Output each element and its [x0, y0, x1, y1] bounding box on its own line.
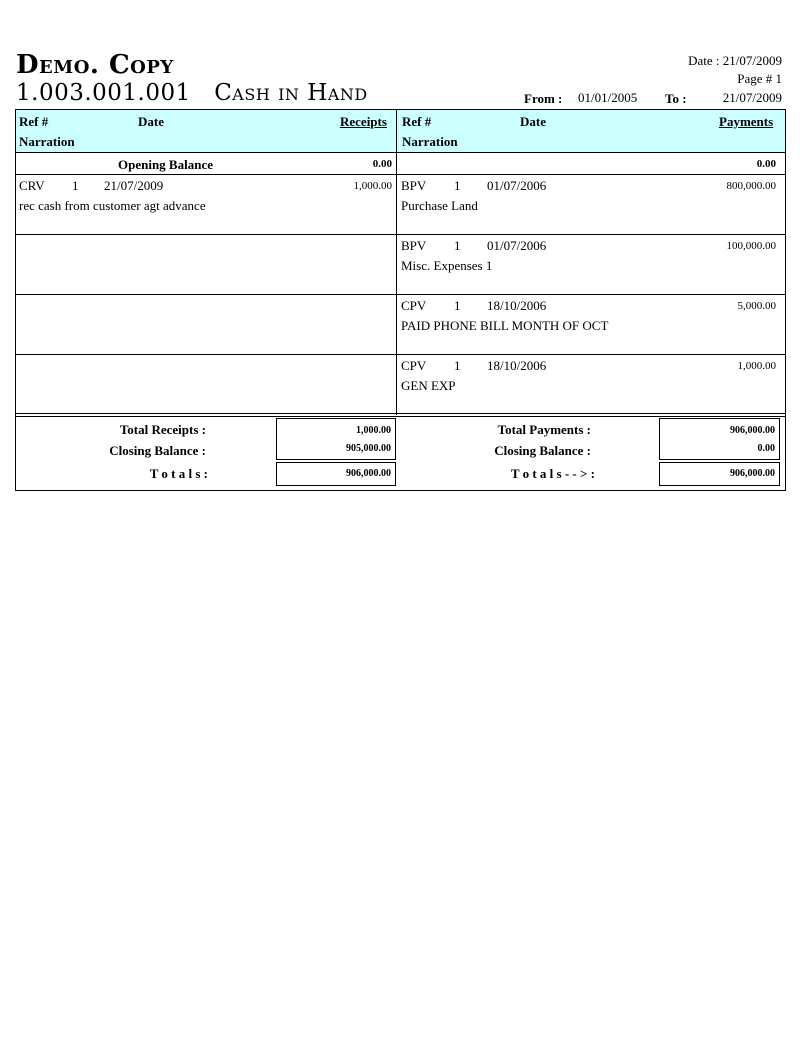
opening-balance-label: Opening Balance — [118, 157, 213, 172]
receipt-narration: rec cash from customer agt advance — [19, 198, 206, 213]
col-date-receipts: Date — [138, 114, 164, 129]
payment-date: 18/10/2006 — [487, 298, 547, 313]
payment-date: 01/07/2006 — [487, 178, 547, 193]
payment-date: 01/07/2006 — [487, 238, 547, 253]
payment-type: CPV — [401, 358, 427, 373]
opening-balance-payments: 0.00 — [756, 158, 776, 170]
receipt-date: 21/07/2009 — [104, 178, 164, 193]
col-ref-payments: Ref # — [402, 114, 432, 129]
payment-type: BPV — [401, 238, 427, 253]
totals-right-box — [659, 462, 780, 486]
totals-left-box — [276, 462, 396, 486]
totals-right-value: 906,000.00 — [730, 468, 775, 479]
opening-balance-receipts: 0.00 — [372, 158, 392, 170]
payment-amount: 800,000.00 — [726, 180, 776, 192]
payment-number: 1 — [454, 298, 461, 313]
total-payments-value: 906,000.00 — [730, 425, 775, 436]
receipt-type: CRV — [19, 178, 45, 193]
payment-date: 18/10/2006 — [487, 358, 547, 373]
receipt-amount: 1,000.00 — [353, 180, 392, 192]
col-date-payments: Date — [520, 114, 546, 129]
total-payments-label: Total Payments : — [497, 422, 591, 437]
col-narration-payments: Narration — [402, 134, 458, 149]
payment-type: CPV — [401, 298, 427, 313]
payment-amount: 5,000.00 — [737, 300, 776, 312]
payment-narration: PAID PHONE BILL MONTH OF OCT — [401, 318, 609, 333]
payment-type: BPV — [401, 178, 427, 193]
date-value: 21/07/2009 — [722, 53, 782, 68]
receipts-summary-box — [276, 418, 396, 460]
payment-narration: Misc. Expenses 1 — [401, 258, 493, 273]
account-title: 1.003.001.001 Cash in Hand — [16, 80, 368, 106]
column-header-band — [16, 110, 785, 152]
company-name: Demo. Copy — [16, 50, 174, 80]
col-receipts: Receipts — [340, 114, 387, 129]
col-payments: Payments — [719, 114, 774, 129]
col-narration-receipts: Narration — [19, 134, 75, 149]
total-receipts-value: 1,000.00 — [356, 425, 391, 436]
totals-right-label: T o t a l s - - > : — [510, 466, 595, 481]
closing-balance-left-value: 905,000.00 — [346, 443, 391, 454]
payment-number: 1 — [454, 358, 461, 373]
payment-narration: GEN EXP — [401, 378, 456, 393]
payment-amount: 100,000.00 — [726, 240, 776, 252]
closing-balance-right-value: 0.00 — [757, 443, 775, 454]
date-label: Date : — [688, 53, 720, 68]
closing-balance-left-label: Closing Balance : — [109, 443, 206, 458]
page-number: Page # 1 — [737, 71, 782, 86]
total-receipts-label: Total Receipts : — [119, 422, 206, 437]
from-value: 01/01/2005 — [578, 90, 638, 105]
from-label: From : — [524, 91, 563, 106]
to-label: To : — [665, 91, 687, 106]
col-ref-receipts: Ref # — [19, 114, 49, 129]
payment-number: 1 — [454, 178, 461, 193]
payment-amount: 1,000.00 — [737, 360, 776, 372]
report-date — [688, 53, 782, 69]
receipt-number: 1 — [72, 178, 79, 193]
to-value: 21/07/2009 — [722, 90, 782, 105]
payment-number: 1 — [454, 238, 461, 253]
totals-left-label: T o t a l s : — [149, 466, 208, 481]
payment-narration: Purchase Land — [401, 198, 478, 213]
payments-summary-box — [659, 418, 780, 460]
closing-balance-right-label: Closing Balance : — [494, 443, 591, 458]
totals-left-value: 906,000.00 — [346, 468, 391, 479]
